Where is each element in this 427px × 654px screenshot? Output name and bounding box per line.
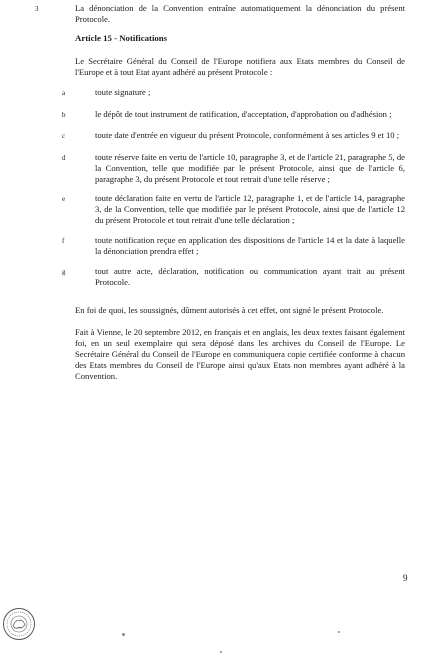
article-intro: Le Secrétaire Général du Conseil de l'Europe notifiera aux Etats membres du Conseil de l'Europe et à tout Etat ayant adhéré au présent Protocole : <box>75 56 405 77</box>
scan-speck <box>122 633 125 636</box>
closing-witness-clause: En foi de quoi, les soussignés, dûment autorisés à cet effet, ont signé le présent Protocole. <box>75 305 384 315</box>
list-item-text: toute date d'entrée en vigueur du présent Protocole, conformément à ses articles 9 et 10 ; <box>95 130 400 140</box>
list-letter: c <box>62 132 66 140</box>
page-number: 9 <box>403 573 408 583</box>
article-heading: Article 15 - Notifications <box>75 33 168 43</box>
list-item-text: le dépôt de tout instrument de ratification, d'acceptation, d'approbation ou d'adhésion ; <box>95 109 392 119</box>
list-letter: d <box>62 154 66 162</box>
list-letter: a <box>62 89 66 97</box>
list-item-text: toute signature ; <box>95 87 151 97</box>
list-item-text: tout autre acte, déclaration, notification ou communication ayant trait au présent Protocole. <box>95 266 405 287</box>
list-item-text: toute notification reçue en application des dispositions de l'article 14 et la date à laquelle la dénonciation prendra effet ; <box>95 235 405 256</box>
scan-speck <box>338 631 340 633</box>
list-letter: e <box>62 195 66 203</box>
list-item-text: toute déclaration faite en vertu de l'article 12, paragraphe 1, et de l'article 14, paragraphe 3, de la Convention, telle que modifiée par le présent Protocole, ainsi que de l'article 12 du présent Protocole et tout retrait d'une telle déclaration ; <box>95 193 405 225</box>
paragraph-number: 3 <box>35 5 39 13</box>
closing-done-at-clause: Fait à Vienne, le 20 septembre 2012, en français et en anglais, les deux textes faisant également foi, en un seul exemplaire qui sera déposé dans les archives du Conseil de l'Europe. Le Secrétaire Général du Conseil de l'Europe en communiquera copie certifiée conforme à chacun des Etats membres du Conseil de l'Europe ainsi qu'aux Etats non membres ayant adhéré à la Convention. <box>75 327 405 381</box>
paragraph-3-text: La dénonciation de la Convention entraîne automatiquement la dénonciation du présent Protocole. <box>75 3 405 24</box>
scan-speck <box>220 651 222 653</box>
list-letter: b <box>62 111 66 119</box>
list-item-text: toute réserve faite en vertu de l'article 10, paragraphe 3, et de l'article 21, paragraphe 5, de la Convention, telle que modifiée par le présent Protocole, ainsi que de l'article 6, paragraphe 3, du présent Protocole et tout retrait d'une telle réserve ; <box>95 152 405 184</box>
official-seal-stamp <box>2 607 36 641</box>
list-letter: f <box>62 237 65 245</box>
list-letter: g <box>62 268 66 276</box>
